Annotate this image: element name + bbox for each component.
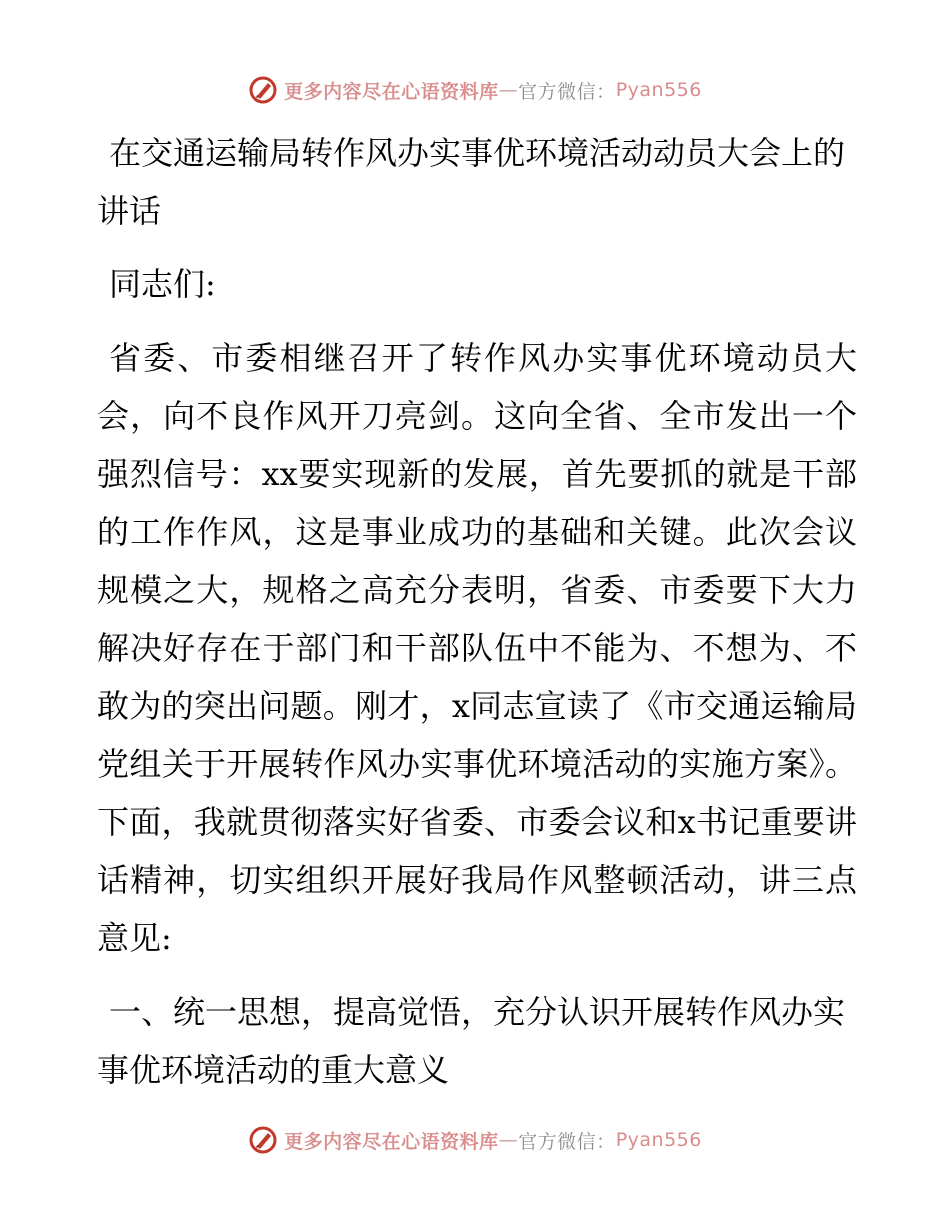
- watermark-main-text: 更多内容尽在心语资料库: [284, 1130, 499, 1153]
- watermark-account: Pyan556: [615, 79, 702, 101]
- watermark-separator: —: [498, 1129, 519, 1151]
- watermark-header: [0, 70, 950, 110]
- document-title: 在交通运输局转作风办实事优环境活动动员大会上的讲话: [97, 134, 846, 230]
- watermark-account: Pyan556: [615, 1129, 702, 1151]
- pen-logo-icon: [248, 1125, 278, 1155]
- section-1-heading: 一、统一思想，提高觉悟，充分认识开展转作风办实事优环境活动的重大意义: [97, 993, 846, 1089]
- watermark-separator: —: [498, 79, 519, 101]
- watermark-footer: [0, 1120, 950, 1160]
- pen-logo-icon: [248, 75, 278, 105]
- document-body: [97, 124, 857, 1099]
- greeting: 同志们:: [109, 265, 216, 303]
- watermark-main-text: 更多内容尽在心语资料库: [284, 80, 499, 103]
- watermark-wechat-label: 官方微信: [518, 1130, 597, 1153]
- paragraph-1: 省委、市委相继召开了转作风办实事优环境动员大会，向不良作风开刀亮剑。这向全省、全市发出一个强烈信号：xx要实现新的发展，首先要抓的就是干部的工作作风，这是事业成功的基础和关键。此次会议规模之大，规格之高充分表明，省委、市委要下大力解决好存在于部门和干部队伍中不能为、不想为、不敢为的突出问题。刚才，x同志宣读了《市交通运输局党组关于开展转作风办实事优环境活动的实施方案》。下面，我就贯彻落实好省委、市委会议和x书记重要讲话精神，切实组织开展好我局作风整顿活动，讲三点意见:: [97, 339, 857, 957]
- watermark-wechat-label: 官方微信: [518, 80, 597, 103]
- watermark-colon: ：: [596, 1130, 616, 1153]
- watermark-colon: ：: [596, 80, 616, 103]
